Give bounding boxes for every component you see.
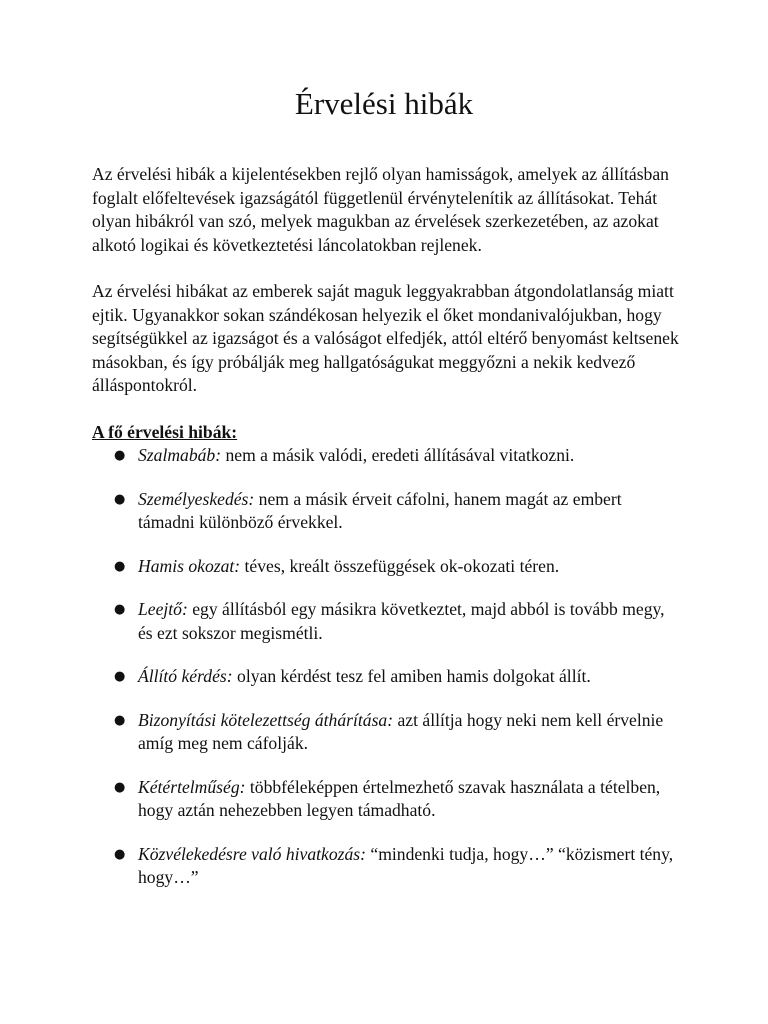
bullet-icon: ● bbox=[114, 669, 126, 684]
list-item bbox=[92, 555, 682, 579]
section-heading: A fő érvelési hibák: bbox=[92, 421, 238, 442]
bullet-icon: ● bbox=[114, 712, 126, 728]
bullet-icon: ● bbox=[114, 846, 126, 862]
fallacy-term: Kétértelműség: bbox=[138, 776, 246, 797]
list-item bbox=[92, 776, 682, 823]
fallacy-term: Állító kérdés: bbox=[138, 666, 233, 686]
list-item bbox=[92, 843, 682, 890]
fallacy-description: azt állítja hogy neki nem kell érvelnie amíg meg nem cáfolják. bbox=[138, 709, 664, 753]
fallacy-description: téves, kreált összefüggések ok-okozati téren. bbox=[240, 555, 560, 576]
bullet-icon: ● bbox=[114, 779, 126, 795]
document-body bbox=[92, 163, 682, 910]
fallacy-description: “mindenki tudja, hogy…” “közismert tény, hogy…” bbox=[138, 843, 674, 887]
fallacy-term: Hamis okozat: bbox=[138, 555, 241, 576]
fallacy-term: Személyeskedés: bbox=[138, 488, 255, 509]
bullet-icon: ● bbox=[114, 491, 126, 507]
fallacy-term: Leejtő: bbox=[138, 599, 188, 619]
fallacy-description: többféleképpen értelmezhető szavak használata a tételben, hogy aztán nehezebben legyen támadható. bbox=[138, 776, 661, 820]
bullet-icon: ● bbox=[114, 558, 126, 574]
fallacy-term: Szalmabáb: bbox=[138, 445, 222, 465]
fallacy-description: nem a másik valódi, eredeti állításával vitatkozni. bbox=[221, 445, 575, 465]
list-item bbox=[92, 709, 682, 756]
bullet-icon: ● bbox=[114, 602, 126, 617]
fallacy-description: egy állításból egy másikra következtet, majd abból is tovább megy, és ezt sokszor megismétli. bbox=[138, 599, 665, 643]
list-item bbox=[92, 488, 682, 535]
fallacy-term: Bizonyítási kötelezettség áthárítása: bbox=[138, 709, 394, 730]
second-paragraph: Az érvelési hibákat az emberek saját maguk leggyakrabban átgondolatlanság miatt ejtik. Ugyanakkor sokan szándékosan helyezik el őket mondanivalójukban, hogy segítségükkel az igazságot és a valóságot elfedjék, attól eltérő benyomást keltsenek másokban, és így próbálják meg hallgatóságukat meggyőzni a nekik kedvező álláspontokról. bbox=[92, 281, 679, 395]
fallacy-list bbox=[92, 444, 682, 890]
list-item bbox=[92, 665, 682, 689]
intro-paragraph: Az érvelési hibák a kijelentésekben rejlő olyan hamisságok, amelyek az állításban foglalt előfeltevések igazságától függetlenül érvénytelenítik az állításokat. Tehát olyan hibákról van szó, melyek magukban az érvelések szerkezetében, az azokat alkotó logikai és következtetési láncolatokban rejlenek. bbox=[92, 164, 669, 255]
fallacy-description: olyan kérdést tesz fel amiben hamis dolgokat állít. bbox=[232, 666, 591, 686]
fallacy-description: nem a másik érveit cáfolni, hanem magát az embert támadni különböző érvekkel. bbox=[138, 488, 622, 532]
bullet-icon: ● bbox=[114, 448, 126, 463]
fallacy-term: Közvélekedésre való hivatkozás: bbox=[138, 843, 366, 864]
page-title: Érvelési hibák bbox=[294, 86, 474, 121]
list-item bbox=[92, 444, 682, 468]
list-item bbox=[92, 598, 682, 645]
